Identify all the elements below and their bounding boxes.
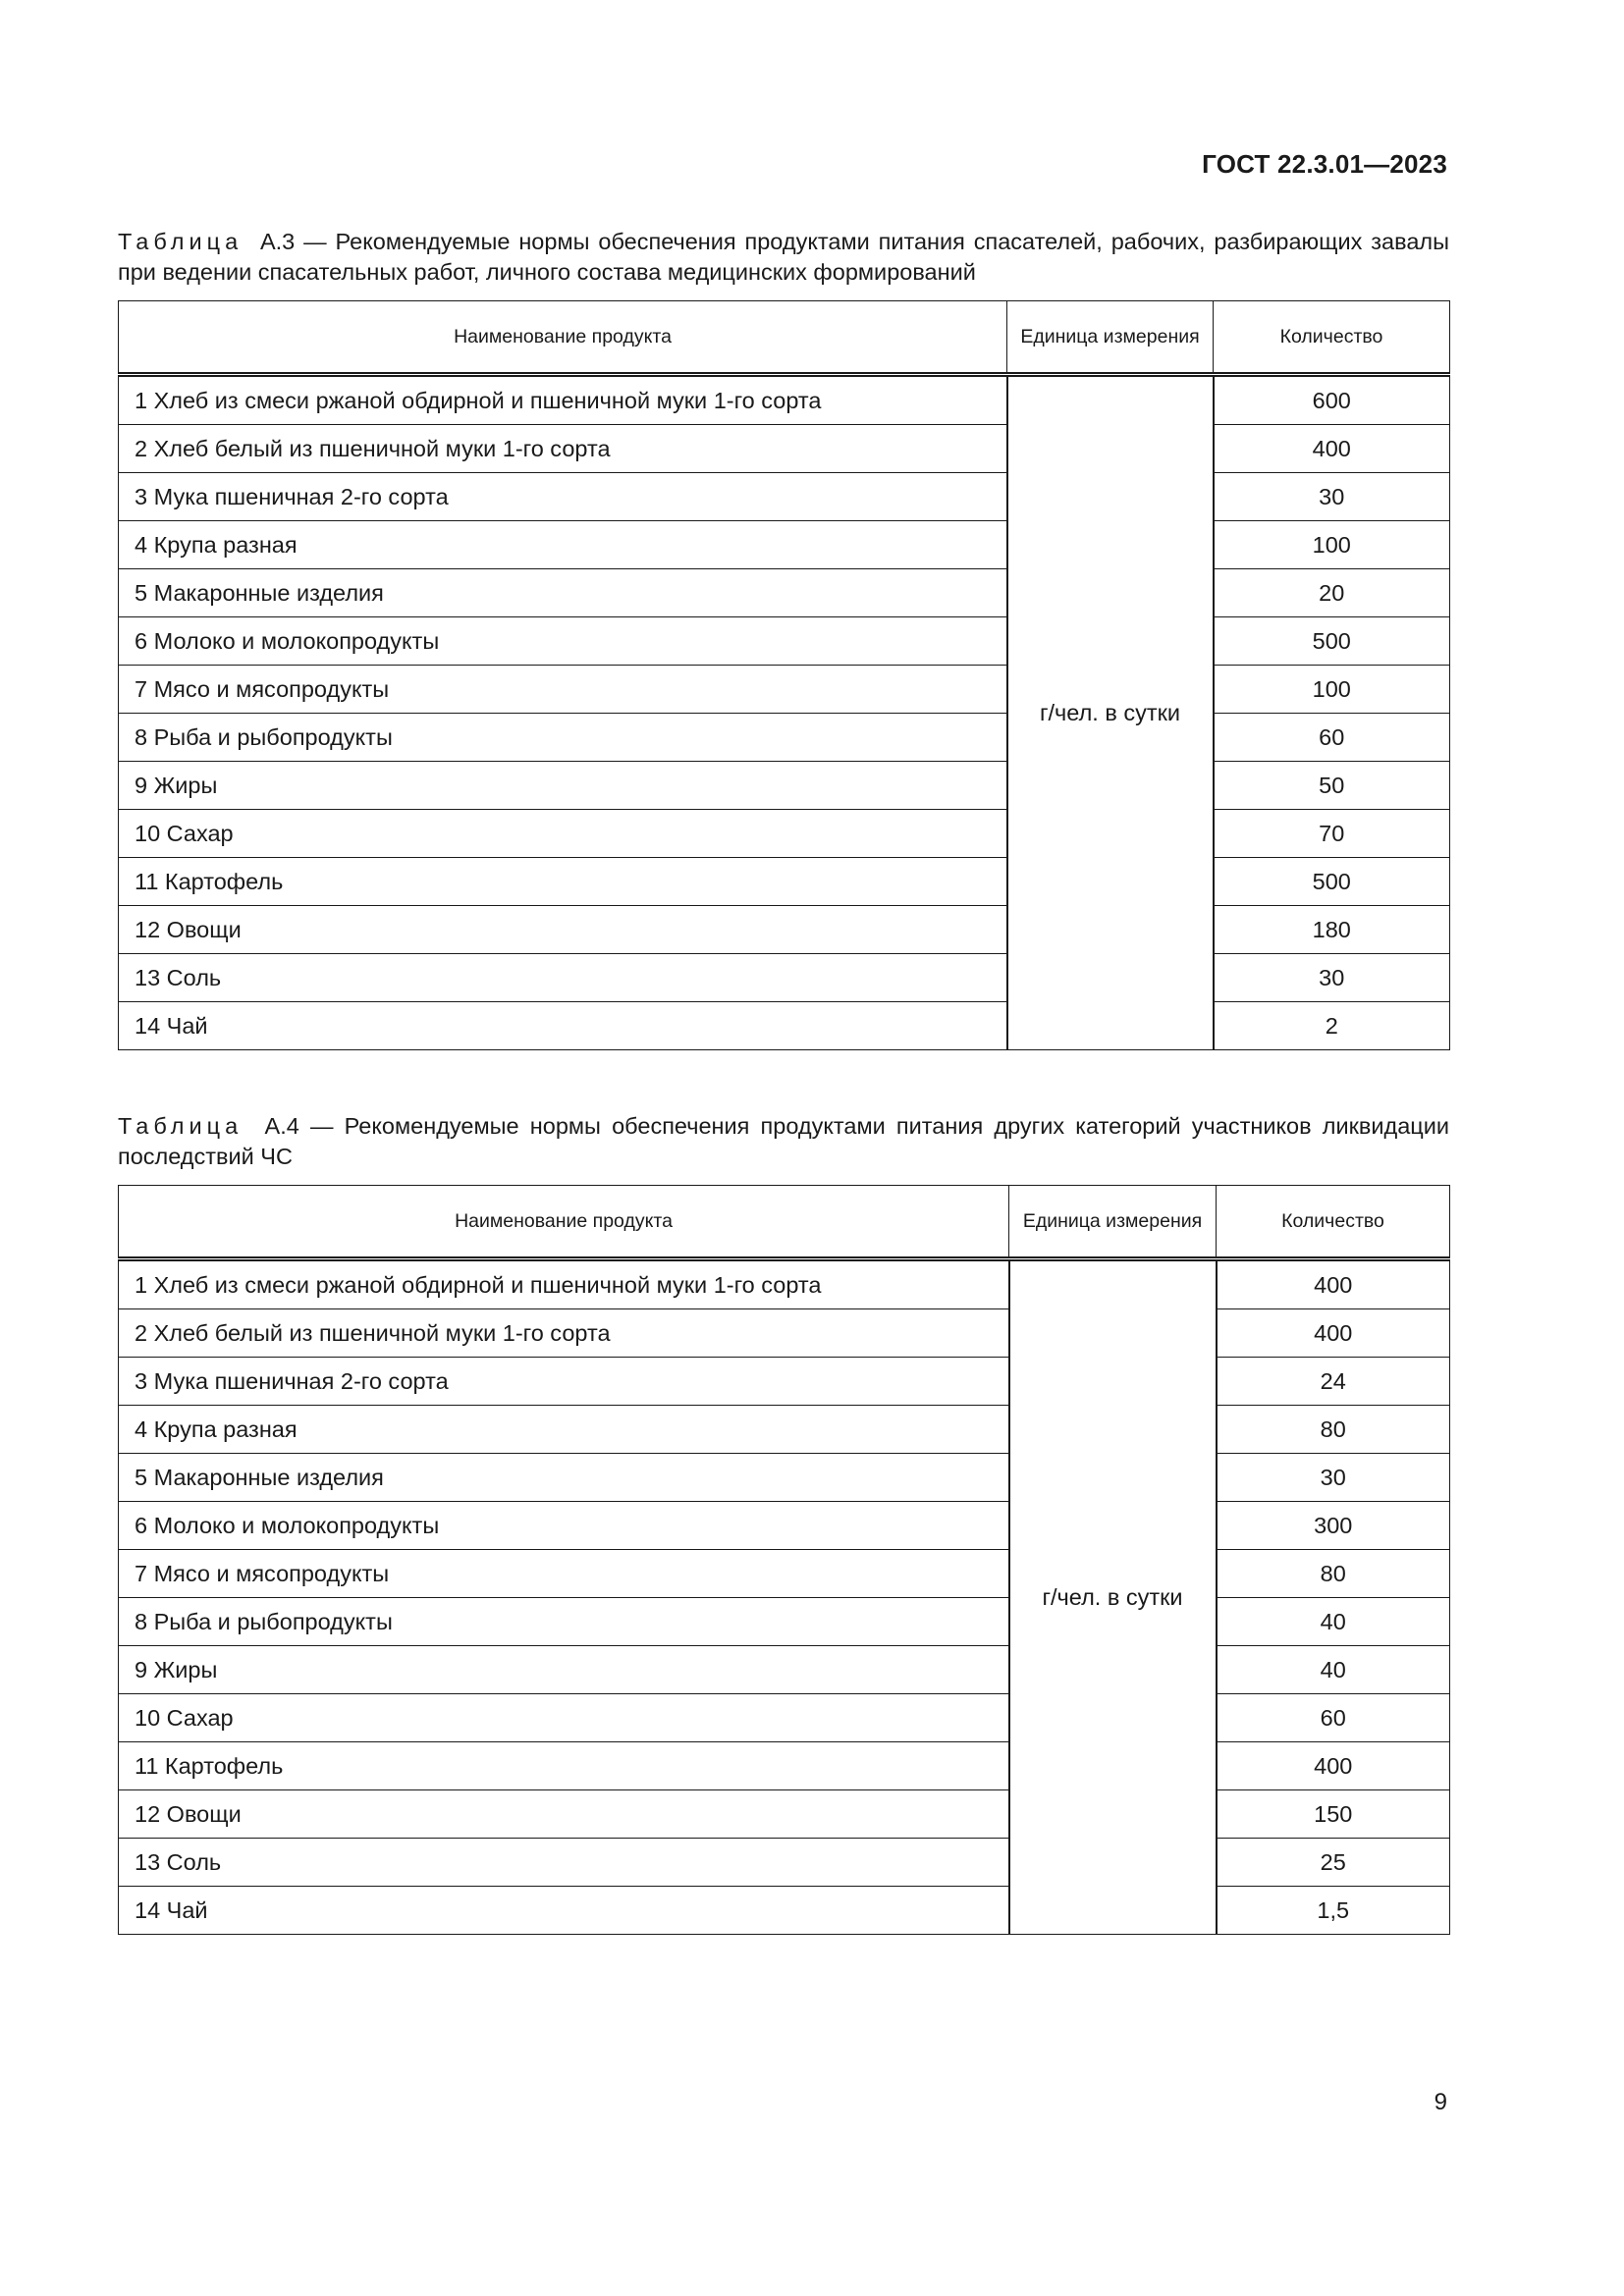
product-name-cell: 14 Чай xyxy=(119,1887,1009,1935)
product-name-cell: 3 Мука пшеничная 2-го сорта xyxy=(119,473,1007,521)
product-name-cell: 6 Молоко и молокопродукты xyxy=(119,617,1007,666)
quantity-cell: 25 xyxy=(1217,1839,1450,1887)
table-row xyxy=(119,762,1450,810)
quantity-cell: 180 xyxy=(1214,906,1450,954)
product-name-cell: 13 Соль xyxy=(119,954,1007,1002)
caption-text: А.4 — Рекомендуемые нормы обеспечения продуктами питания других категорий участников ликвидации последствий ЧС xyxy=(118,1113,1450,1169)
caption-word: Таблица xyxy=(118,1113,244,1139)
quantity-cell: 80 xyxy=(1217,1550,1450,1598)
quantity-cell: 100 xyxy=(1214,521,1450,569)
column-header-unit: Единица измерения xyxy=(1007,301,1214,375)
unit-cell: г/чел. в сутки xyxy=(1009,1259,1217,1935)
quantity-cell: 400 xyxy=(1217,1742,1450,1790)
table-row xyxy=(119,1502,1450,1550)
table-row xyxy=(119,569,1450,617)
product-name-cell: 3 Мука пшеничная 2-го сорта xyxy=(119,1358,1009,1406)
table-caption-a3 xyxy=(118,227,1449,288)
product-name-cell: 12 Овощи xyxy=(119,1790,1009,1839)
quantity-cell: 30 xyxy=(1217,1454,1450,1502)
quantity-cell: 40 xyxy=(1217,1598,1450,1646)
quantity-cell: 24 xyxy=(1217,1358,1450,1406)
table-row xyxy=(119,1454,1450,1502)
table-row xyxy=(119,954,1450,1002)
column-header-product: Наименование продукта xyxy=(119,301,1007,375)
column-header-quantity: Количество xyxy=(1217,1186,1450,1259)
table-row xyxy=(119,425,1450,473)
product-name-cell: 4 Крупа разная xyxy=(119,521,1007,569)
table-row xyxy=(119,1550,1450,1598)
unit-cell: г/чел. в сутки xyxy=(1007,375,1214,1050)
column-header-product: Наименование продукта xyxy=(119,1186,1009,1259)
product-name-cell: 9 Жиры xyxy=(119,762,1007,810)
quantity-cell: 600 xyxy=(1214,375,1450,425)
table-row xyxy=(119,1887,1450,1935)
table-row xyxy=(119,1790,1450,1839)
table-row xyxy=(119,858,1450,906)
table-row xyxy=(119,1646,1450,1694)
table-row xyxy=(119,666,1450,714)
document-code: ГОСТ 22.3.01—2023 xyxy=(1202,149,1447,179)
product-name-cell: 5 Макаронные изделия xyxy=(119,569,1007,617)
table-row xyxy=(119,1742,1450,1790)
table-row xyxy=(119,1309,1450,1358)
product-name-cell: 14 Чай xyxy=(119,1002,1007,1050)
table-row xyxy=(119,1598,1450,1646)
caption-text: А.3 — Рекомендуемые нормы обеспечения продуктами питания спасателей, рабочих, разбирающих завалы при ведении спасательных работ, личного состава медицинских формирований xyxy=(118,229,1450,285)
table-a3 xyxy=(118,300,1450,1050)
table-header-row xyxy=(119,1186,1450,1259)
quantity-cell: 20 xyxy=(1214,569,1450,617)
product-name-cell: 9 Жиры xyxy=(119,1646,1009,1694)
quantity-cell: 40 xyxy=(1217,1646,1450,1694)
product-name-cell: 10 Сахар xyxy=(119,1694,1009,1742)
column-header-quantity: Количество xyxy=(1214,301,1450,375)
quantity-cell: 500 xyxy=(1214,617,1450,666)
table-row xyxy=(119,1406,1450,1454)
quantity-cell: 80 xyxy=(1217,1406,1450,1454)
product-name-cell: 4 Крупа разная xyxy=(119,1406,1009,1454)
product-name-cell: 13 Соль xyxy=(119,1839,1009,1887)
table-row xyxy=(119,906,1450,954)
table-row xyxy=(119,473,1450,521)
table-row xyxy=(119,617,1450,666)
product-name-cell: 7 Мясо и мясопродукты xyxy=(119,1550,1009,1598)
quantity-cell: 50 xyxy=(1214,762,1450,810)
table-row xyxy=(119,1002,1450,1050)
product-name-cell: 8 Рыба и рыбопродукты xyxy=(119,714,1007,762)
quantity-cell: 500 xyxy=(1214,858,1450,906)
product-name-cell: 5 Макаронные изделия xyxy=(119,1454,1009,1502)
quantity-cell: 400 xyxy=(1217,1309,1450,1358)
product-name-cell: 1 Хлеб из смеси ржаной обдирной и пшеничной муки 1-го сорта xyxy=(119,1259,1009,1309)
quantity-cell: 60 xyxy=(1214,714,1450,762)
product-name-cell: 11 Картофель xyxy=(119,1742,1009,1790)
table-row xyxy=(119,1694,1450,1742)
quantity-cell: 30 xyxy=(1214,473,1450,521)
product-name-cell: 6 Молоко и молокопродукты xyxy=(119,1502,1009,1550)
quantity-cell: 30 xyxy=(1214,954,1450,1002)
quantity-cell: 100 xyxy=(1214,666,1450,714)
table-header-row xyxy=(119,301,1450,375)
quantity-cell: 60 xyxy=(1217,1694,1450,1742)
table-row xyxy=(119,1839,1450,1887)
product-name-cell: 1 Хлеб из смеси ржаной обдирной и пшеничной муки 1-го сорта xyxy=(119,375,1007,425)
quantity-cell: 2 xyxy=(1214,1002,1450,1050)
table-a4 xyxy=(118,1185,1450,1935)
page-number: 9 xyxy=(1434,2089,1447,2115)
product-name-cell: 8 Рыба и рыбопродукты xyxy=(119,1598,1009,1646)
product-name-cell: 12 Овощи xyxy=(119,906,1007,954)
column-header-unit: Единица измерения xyxy=(1009,1186,1217,1259)
table-row xyxy=(119,810,1450,858)
quantity-cell: 1,5 xyxy=(1217,1887,1450,1935)
product-name-cell: 2 Хлеб белый из пшеничной муки 1-го сорта xyxy=(119,1309,1009,1358)
product-name-cell: 11 Картофель xyxy=(119,858,1007,906)
quantity-cell: 150 xyxy=(1217,1790,1450,1839)
table-row xyxy=(119,1259,1450,1309)
quantity-cell: 70 xyxy=(1214,810,1450,858)
quantity-cell: 400 xyxy=(1217,1259,1450,1309)
product-name-cell: 10 Сахар xyxy=(119,810,1007,858)
quantity-cell: 400 xyxy=(1214,425,1450,473)
product-name-cell: 2 Хлеб белый из пшеничной муки 1-го сорта xyxy=(119,425,1007,473)
caption-word: Таблица xyxy=(118,229,244,254)
table-row xyxy=(119,1358,1450,1406)
table-row xyxy=(119,521,1450,569)
table-row xyxy=(119,375,1450,425)
product-name-cell: 7 Мясо и мясопродукты xyxy=(119,666,1007,714)
quantity-cell: 300 xyxy=(1217,1502,1450,1550)
table-row xyxy=(119,714,1450,762)
table-caption-a4 xyxy=(118,1111,1449,1172)
